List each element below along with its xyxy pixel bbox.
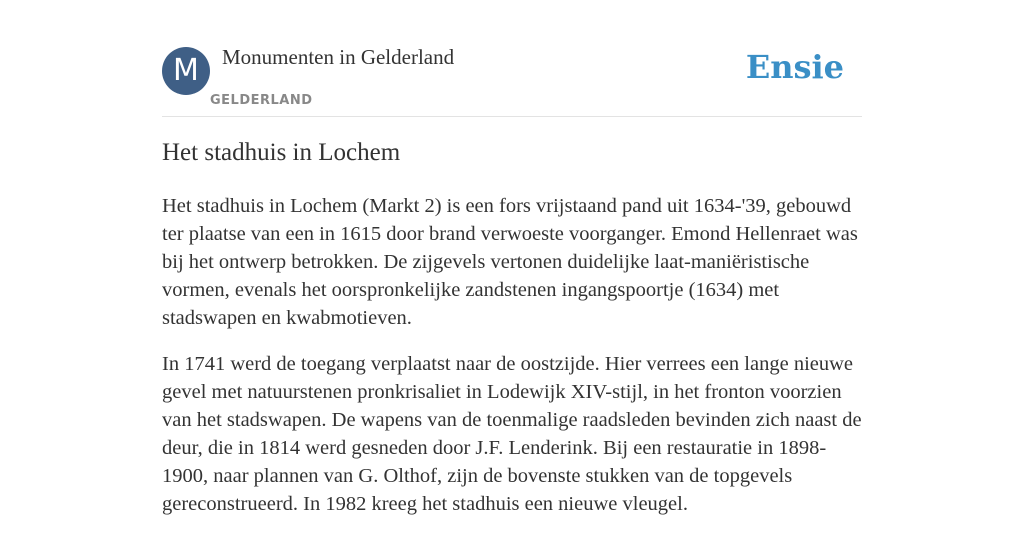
- article-body: [162, 192, 862, 536]
- avatar[interactable]: M: [162, 47, 210, 95]
- author-name[interactable]: Monumenten in Gelderland: [222, 45, 455, 69]
- article-paragraph: Het stadhuis in Lochem (Markt 2) is een fors vrijstaand pand uit 1634-'39, gebouwd ter plaatse van een in 1615 door brand verwoeste voorganger. Emond Hellenraet was bij het ontwerp betrokken. De zijgevels vertonen duidelijke laat-maniëristische vormen, evenals het oorspronkelijke zandstenen ingangspoortje (1634) met stadswapen en kwabmotieven.: [162, 195, 858, 329]
- page-container: [162, 0, 862, 515]
- article-title: Het stadhuis in Lochem: [162, 139, 401, 166]
- brand-logo[interactable]: Ensie: [745, 48, 844, 86]
- category-label[interactable]: GELDERLAND: [210, 93, 313, 108]
- header: [162, 0, 862, 117]
- article-paragraph: In 1741 werd de toegang verplaatst naar de oostzijde. Hier verrees een lange nieuwe gevel met natuurstenen pronkrisaliet in Lodewijk XIV-stijl, in het fronton voorzien van het stadswapen. De wapens van de toenmalige raadsleden bevinden zich naast de deur, die in 1814 werd gesneden door J.F. Lenderink. Bij een restauratie in 1898-1900, naar plannen van G. Olthof, zijn de bovenste stukken van de topgevels gereconstrueerd. In 1982 kreeg het stadhuis een nieuwe vleugel.: [162, 353, 862, 515]
